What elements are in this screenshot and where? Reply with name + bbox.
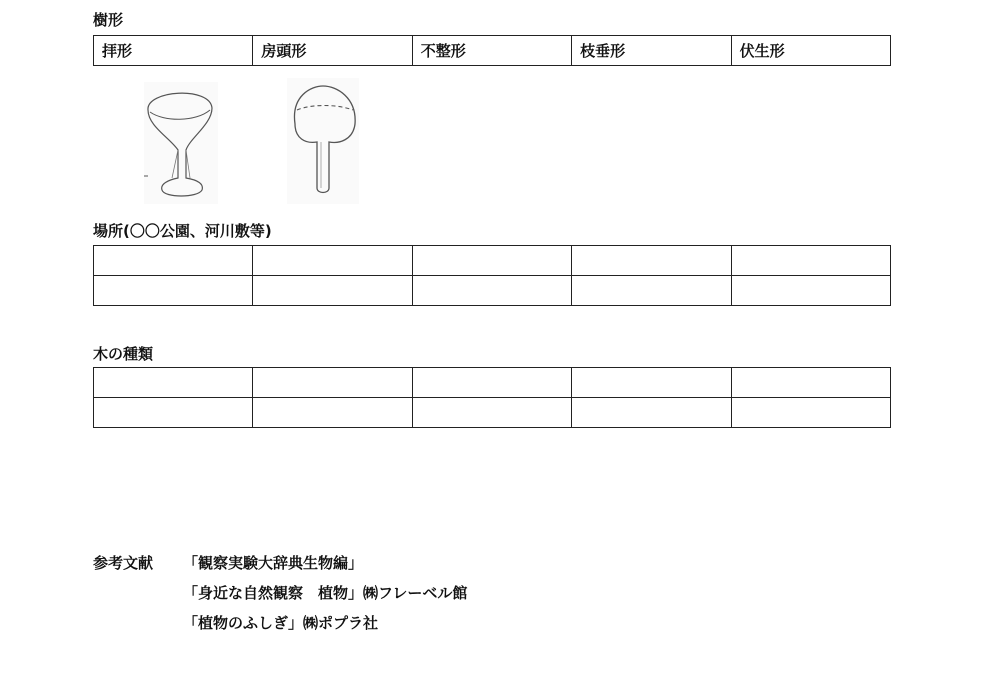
tree-types-heading: 木の種類 bbox=[93, 345, 154, 363]
table-cell[interactable] bbox=[253, 398, 412, 428]
table-row bbox=[94, 276, 891, 306]
table-cell[interactable] bbox=[412, 398, 571, 428]
reference-item: 「植物のふしぎ」㈱ポプラ社 bbox=[183, 614, 379, 632]
table-row bbox=[94, 368, 891, 398]
table-cell: 房頭形 bbox=[253, 36, 412, 66]
references-label: 参考文献 bbox=[93, 554, 154, 572]
table-row bbox=[94, 246, 891, 276]
table-cell[interactable] bbox=[253, 276, 412, 306]
table-cell[interactable] bbox=[94, 246, 253, 276]
table-cell: 不整形 bbox=[412, 36, 571, 66]
location-heading: 場所(〇〇公園、河川敷等) bbox=[93, 222, 272, 240]
tree-shape-drawing-2 bbox=[285, 76, 361, 206]
table-cell[interactable] bbox=[253, 368, 412, 398]
table-cell[interactable] bbox=[731, 276, 890, 306]
table-cell[interactable] bbox=[94, 276, 253, 306]
location-table bbox=[93, 245, 891, 306]
table-cell[interactable] bbox=[572, 368, 731, 398]
reference-item: 「観察実験大辞典生物編」 bbox=[183, 554, 364, 572]
table-cell[interactable] bbox=[412, 246, 571, 276]
table-row bbox=[94, 36, 891, 66]
tree-shape-heading: 樹形 bbox=[93, 11, 124, 29]
table-cell[interactable] bbox=[253, 246, 412, 276]
table-cell[interactable] bbox=[572, 398, 731, 428]
table-cell[interactable] bbox=[731, 246, 890, 276]
table-cell: 伏生形 bbox=[731, 36, 890, 66]
table-cell[interactable] bbox=[412, 276, 571, 306]
tree-types-table bbox=[93, 367, 891, 428]
tree-shape-drawing-1 bbox=[140, 80, 222, 206]
table-cell[interactable] bbox=[572, 276, 731, 306]
table-cell: 枝垂形 bbox=[572, 36, 731, 66]
table-row bbox=[94, 398, 891, 428]
table-cell[interactable] bbox=[94, 398, 253, 428]
reference-item: 「身近な自然観察 植物」㈱フレーベル館 bbox=[183, 584, 468, 602]
table-cell[interactable] bbox=[94, 368, 253, 398]
table-cell[interactable] bbox=[731, 368, 890, 398]
tree-shape-table bbox=[93, 35, 891, 66]
table-cell[interactable] bbox=[412, 368, 571, 398]
table-cell[interactable] bbox=[572, 246, 731, 276]
table-cell[interactable] bbox=[731, 398, 890, 428]
table-cell: 拝形 bbox=[94, 36, 253, 66]
